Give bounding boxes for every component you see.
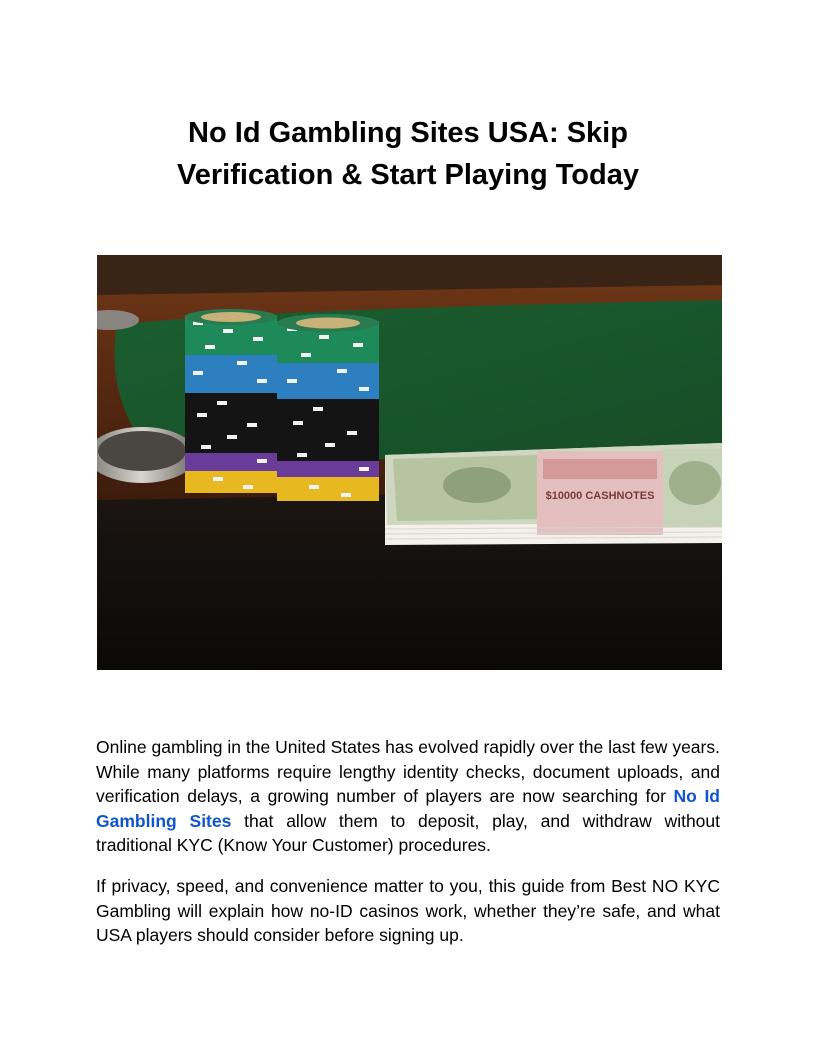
intro-text-end: that allow them to deposit, play, and withdraw without traditional KYC (Know Your Customer) procedures. [96, 810, 721, 856]
chip-stack-right [277, 314, 379, 501]
chip-stack-left [185, 309, 277, 493]
cash-stack [385, 443, 722, 545]
cash-band-print: $10000 CASHNOTES [545, 490, 655, 502]
title-line-1: No Id Gambling Sites USA: Skip [188, 117, 628, 149]
hero-image-drawing [97, 255, 722, 670]
page-title [96, 112, 720, 196]
hero-image-casino-chips-and-cash [97, 255, 722, 670]
guide-paragraph: If privacy, speed, and convenience matter to you, this guide from Best NO KYC Gambling will explain how no-ID casinos work, whether they’re safe, and what USA players should consider before signing up. [96, 876, 720, 946]
no-id-gambling-sites-link[interactable]: No Id Gambling Sites [96, 786, 720, 831]
title-line-2: Verification & Start Playing Today [177, 159, 639, 191]
intro-paragraph [96, 735, 720, 858]
intro-text-start: Online gambling in the United States has evolved rapidly over the last few years. While many platforms require lengthy identity checks, document uploads, and verification delays, a growing number of players are now searching for [96, 737, 720, 807]
